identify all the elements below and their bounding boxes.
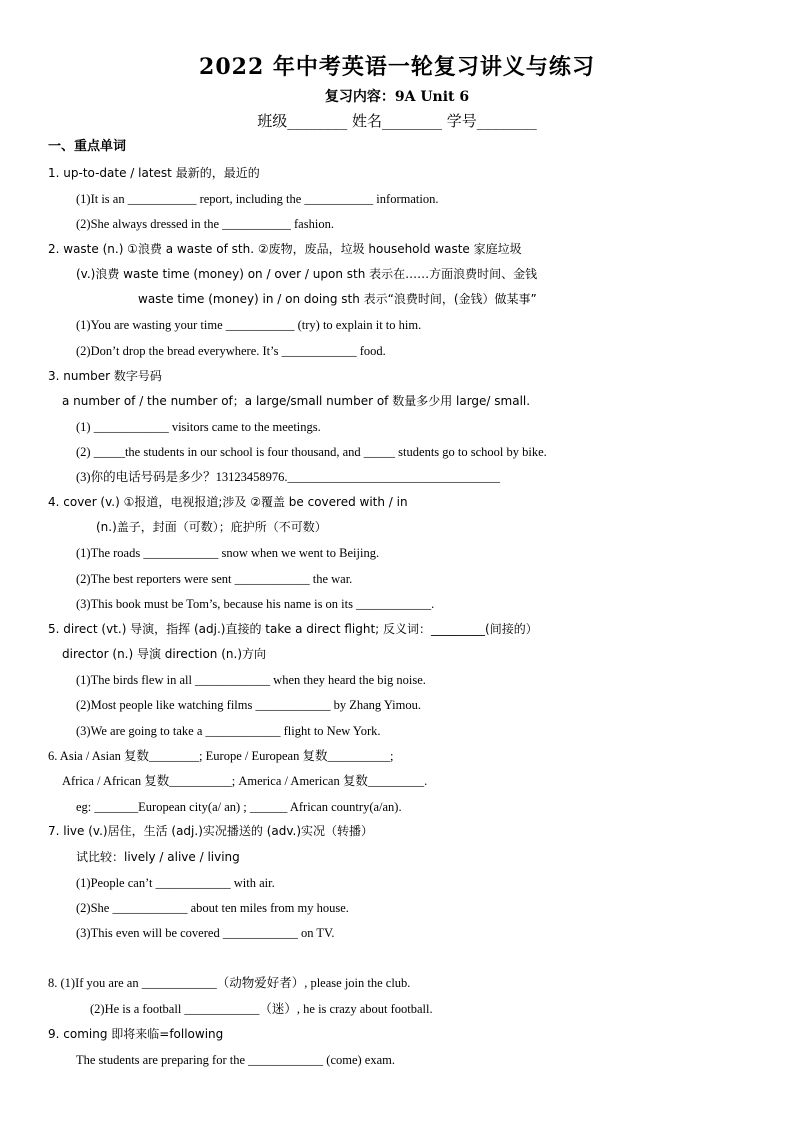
note-line: waste time (money) in / on doing sth 表示“浪费时间，(金钱）做某事”	[138, 292, 537, 306]
item-6-heading: 6. Asia / Asian 复数________; Europe / European 复数__________;	[48, 749, 394, 763]
exercise-line: (3)This book must be Tom’s, because his name is on its ____________.	[76, 597, 435, 611]
exercise-line: (1)The roads ____________ snow when we went to Beijing.	[76, 546, 380, 560]
exercise-line: (1)The birds flew in all ____________ when they heard the big noise.	[76, 673, 426, 687]
note-line: (n.)盖子，封面（可数）；庇护所（不可数）	[96, 520, 327, 534]
exercise-line: (2)Don’t drop the bread everywhere. It’s ____________ food.	[76, 344, 386, 358]
item-8-line-1: 8. (1)If you are an ____________（动物爱好者）, please join the club.	[48, 976, 411, 990]
exercise-line: (2) _____the students in our school is four thousand, and _____ students go to school by bike.	[76, 445, 547, 459]
page-title: 2022 年中考英语一轮复习讲义与练习	[199, 54, 595, 80]
exercise-line: (1) ____________ visitors came to the meetings.	[76, 420, 321, 434]
section-heading-key-words: 一、重点单词	[48, 139, 127, 154]
exercise-line: (3)你的电话号码是多少？13123458976.__________________________________	[76, 470, 500, 484]
exercise-line: (2)The best reporters were sent ____________ the war.	[76, 572, 353, 586]
exercise-line: (3)We are going to take a ____________ flight to New York.	[76, 724, 381, 738]
exercise-line: (2)Most people like watching films ____________ by Zhang Yimou.	[76, 698, 421, 712]
exercise-line: (3)This even will be covered ____________ on TV.	[76, 926, 335, 940]
note-line: 试比较：lively / alive / living	[76, 850, 240, 864]
item-8-line-2: (2)He is a football ____________（迷）, he is crazy about football.	[90, 1002, 433, 1016]
exercise-line: (1)It is an ___________ report, including the ___________ information.	[76, 192, 439, 206]
item-4-heading: 4. cover (v.) ①报道，电视报道;涉及 ②覆盖 be covered with / in	[48, 495, 408, 509]
exercise-line: (1)You are wasting your time ___________ (try) to explain it to him.	[76, 318, 422, 332]
item-3-heading: 3. number 数字号码	[48, 369, 162, 383]
page-subtitle: 复习内容：9A Unit 6	[324, 89, 470, 105]
class-name-number-line: 班级________ 姓名________ 学号________	[257, 112, 537, 130]
exercise-line: The students are preparing for the ____________ (come) exam.	[76, 1053, 395, 1067]
item-9-heading: 9. coming 即将来临=following	[48, 1027, 224, 1041]
item-7-heading: 7. live (v.)居住，生活 (adj.)实况播送的 (adv.)实况（转播）	[48, 824, 374, 838]
exercise-line: Africa / African 复数__________; America / American 复数_________.	[62, 774, 428, 788]
exercise-line: eg: _______European city(a/ an) ; ______ African country(a/an).	[76, 800, 402, 814]
note-line: a number of / the number of；a large/small number of 数量多少用 large/ small.	[62, 394, 531, 408]
exercise-line: (2)She always dressed in the ___________ fashion.	[76, 217, 334, 231]
exercise-line: (2)She ____________ about ten miles from my house.	[76, 901, 349, 915]
item-2-heading: 2. waste (n.) ①浪费 a waste of sth. ②废物，废品，垃圾 household waste 家庭垃圾	[48, 242, 522, 256]
item-5-heading: 5. direct (vt.) 导演，指挥 (adj.)直接的 take a direct flight; 反义词：_________(间接的）	[48, 622, 538, 636]
note-line: (v.)浪费 waste time (money) on / over / upon sth 表示在……方面浪费时间、金钱	[76, 267, 538, 281]
item-1-heading: 1. up-to-date / latest 最新的，最近的	[48, 166, 260, 180]
note-line: director (n.) 导演 direction (n.)方向	[62, 647, 266, 661]
exercise-line: (1)People can’t ____________ with air.	[76, 876, 275, 890]
